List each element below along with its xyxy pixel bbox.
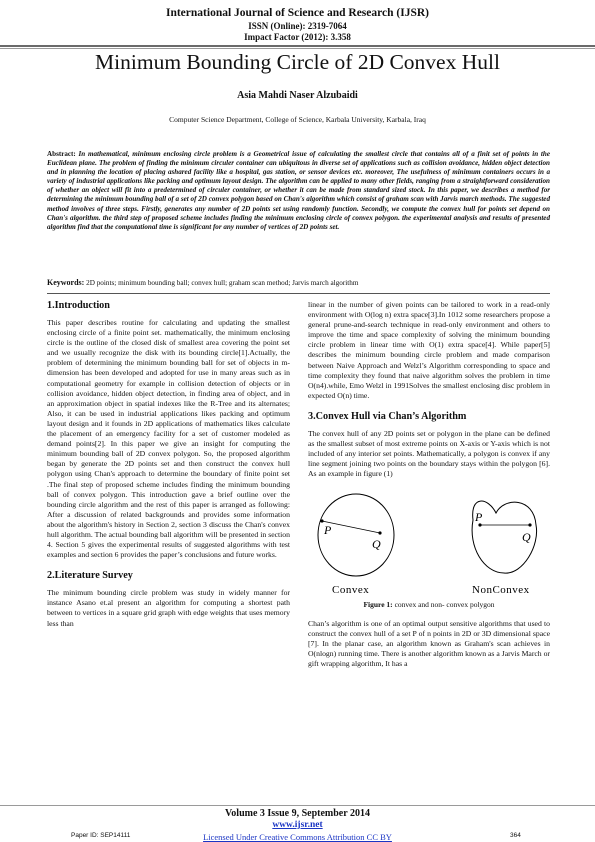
- author-affiliation: Computer Science Department, College of Science, Karbala University, Karbala, Iraq: [169, 115, 426, 124]
- footer-website-link[interactable]: www.ijsr.net: [272, 820, 323, 830]
- figure-caption-label: Figure 1:: [363, 600, 393, 610]
- abstract-label: Abstract:: [47, 150, 76, 158]
- footer-license-link[interactable]: Licensed Under Creative Commons Attribution CC BY: [203, 832, 392, 842]
- impact-factor: Impact Factor (2012): 3.358: [244, 32, 351, 42]
- right-column: [308, 300, 550, 669]
- figure-caption-text: convex and non- convex polygon: [392, 600, 495, 610]
- issn: ISSN (Online): 2319-7064: [248, 21, 347, 31]
- nonconvex-caption-word: NonConvex: [472, 584, 530, 597]
- chan-algorithm-paragraph: Chan’s algorithm is one of an optimal output sensitive algorithms that used to construct the convex hull of a set P of n points in 2D or 3D dimensional space [7]. In the planar case, an algorithm known as Graham's scan achieves in O(nlogn) running time. There is another algorithm known as a Jarvis March or gift wrapping algorithm, It has a: [308, 618, 550, 668]
- literature-paragraph: The minimum bounding circle problem was study in widely manner for instance Asano et.al present an algorithm for computing a shortest path between to vertices in a square grid graph with edge weights that uses memory less than: [47, 588, 290, 628]
- nonconvex-label-q: Q: [522, 530, 531, 545]
- keywords: [47, 278, 550, 288]
- header-rule: [0, 45, 595, 47]
- footer-volume: Volume 3 Issue 9, September 2014: [224, 808, 370, 819]
- journal-name: International Journal of Science and Research (IJSR): [165, 7, 429, 19]
- nonconvex-label-p: P: [475, 510, 483, 525]
- section-heading-literature-survey: 2.Literature Survey: [47, 570, 133, 582]
- footer-rule: [0, 805, 595, 806]
- footer-paper-id: Paper ID: SEP14111: [71, 832, 131, 839]
- convex-point-q: [378, 532, 381, 535]
- abstract-text: In mathematical, minimum enclosing circle problem is a Geometrical issue of calculating the smallest circle that contains all of a finit set of points in the Euclidean plane. The problem of finding the minimum circuler container can ubiquitous in diverse set of applications such as collision avoidance, hidden object detection and in planning the location of placing ashared facility like a hospital, gas station, or sensor devices etc. moreover, The usefulness of minimum containers occurs in a variety of industrial applications like packing and optimum layout design. The algorithm can be applied to many other fields, ranging from a straightforward consideration of whether an object will fit into a predetermined of circuler container, or whether it can be made from standard sized stock. In this paper, we describes a method for determining the minimum bounding ball of a set of 2D convex polygon based on Chan's algorithm which consist of graham scan with Jarvis march methods. The suggested method involves of three steps. Firstly, generates any number of 2D points set using randomly function. Secondly, we compute the convex hull for points set depend on Chan's algorithm. the third step of proposed scheme includes finding the minimum enclosing circle of convex polygon. the experimental analysis and results of presented algorithm find that the computational time is significant for any number of vertices of 2D points set.: [47, 150, 550, 231]
- section-heading-introduction: 1.Introduction: [47, 300, 110, 311]
- convex-label-q: Q: [372, 537, 381, 552]
- literature-paragraph-continued: linear in the number of given points can be tailored to work in a read-only environment with O(log n) extra space[3].In 1012 some researchers propose a general prune-and-search technique in read-only environment and others to improve the time and space complexity of solving the minimum bounding circle problem in linear time with O(1) extra space[4]. While paper[5] describes the minimum bounding circle problem and made comparison between Naive Approach and Welzl’s Algorithm corresponding to space and time complexity they found that naive algorithm solves the problem in time O(n4).while, Emo Welzl in 1991Solves the smallest enclosing disc problem in expected O(n) time.: [308, 300, 550, 400]
- convex-label-p: P: [324, 523, 332, 538]
- introduction-paragraph: This paper describes routine for calculating and updating the smallest enclosing circle of a finite point set. mathematically, the minimum enclosing circle is the outline of the closed disk of smallest area covering the point set and we usually recognize the disk with its bounding circle[1].Actually, the problem of determining the minimum bounding ball for set of objects in m-dimension has been developed and adopted for use in many areas such as in computational geometry for example in collision detection of objects or in collision avoidance, hidden object detection, in finding area of object, and in an approximation object in spatial indexes like the R-Tree and its alternates; Also, it can be used in industrial applications likes packing and optimum layout design and it founds in 2D applications of mathematics likes calculate the placement of an emergency facility for a set of customer modeled as demand points[2]. In this paper we give an insight for computing the minimum bounding ball of 2D convex polygon. So, the proposed algorithm began by generate the 2D points set and then construct the convex hull polygon using Chan's approach to determine the boundary of finite point set .The final step of proposed scheme includes finding the minimum bounding ball of convex polygon. This introduction gave a brief outline over the bounding circle algorithm and the rest of this paper is arranged as following: After a discussion of related backgrounds and provides some information about the algorithm's history in Section 2, section 3 discuss the Chan's convex hull algorithm. The actual bounding ball algorithm will be presented in section 4. Section 5 gives the experimental results of suggested algorithms with test examples and section 6 provides the paper’s conclusions and future works.: [47, 318, 290, 560]
- left-column: [47, 300, 290, 629]
- nonconvex-point-q: [528, 524, 531, 527]
- keywords-rule: [47, 293, 550, 294]
- figure-drawing: [308, 485, 550, 597]
- convex-hull-paragraph: The convex hull of any 2D points set or polygon in the plane can be defined as the smallest subset of most extreme points on X-axis or Y-axis which is not included of any interior set points. Mathematically, a polygon is convex if any line segment joining two points on the boundary stays within the polygon [6]. As an example in figure (1): [308, 428, 550, 479]
- section-heading-convex-hull: 3.Convex Hull via Chan’s Algorithm: [308, 410, 467, 422]
- convex-caption-word: Convex: [332, 584, 370, 597]
- figure-convex-polygons: [308, 485, 550, 597]
- footer-page-number: 364: [510, 832, 521, 839]
- keywords-text: 2D points; minimum bounding ball; convex hull; graham scan method; Jarvis march algorithm: [86, 279, 359, 287]
- paper-title: Minimum Bounding Circle of 2D Convex Hull: [95, 50, 500, 74]
- keywords-label: Keywords:: [47, 278, 85, 287]
- author-name: Asia Mahdi Naser Alzubaidi: [237, 90, 358, 101]
- header-rule-thin: [0, 48, 595, 49]
- figure-caption: [308, 600, 550, 610]
- abstract: [47, 150, 550, 232]
